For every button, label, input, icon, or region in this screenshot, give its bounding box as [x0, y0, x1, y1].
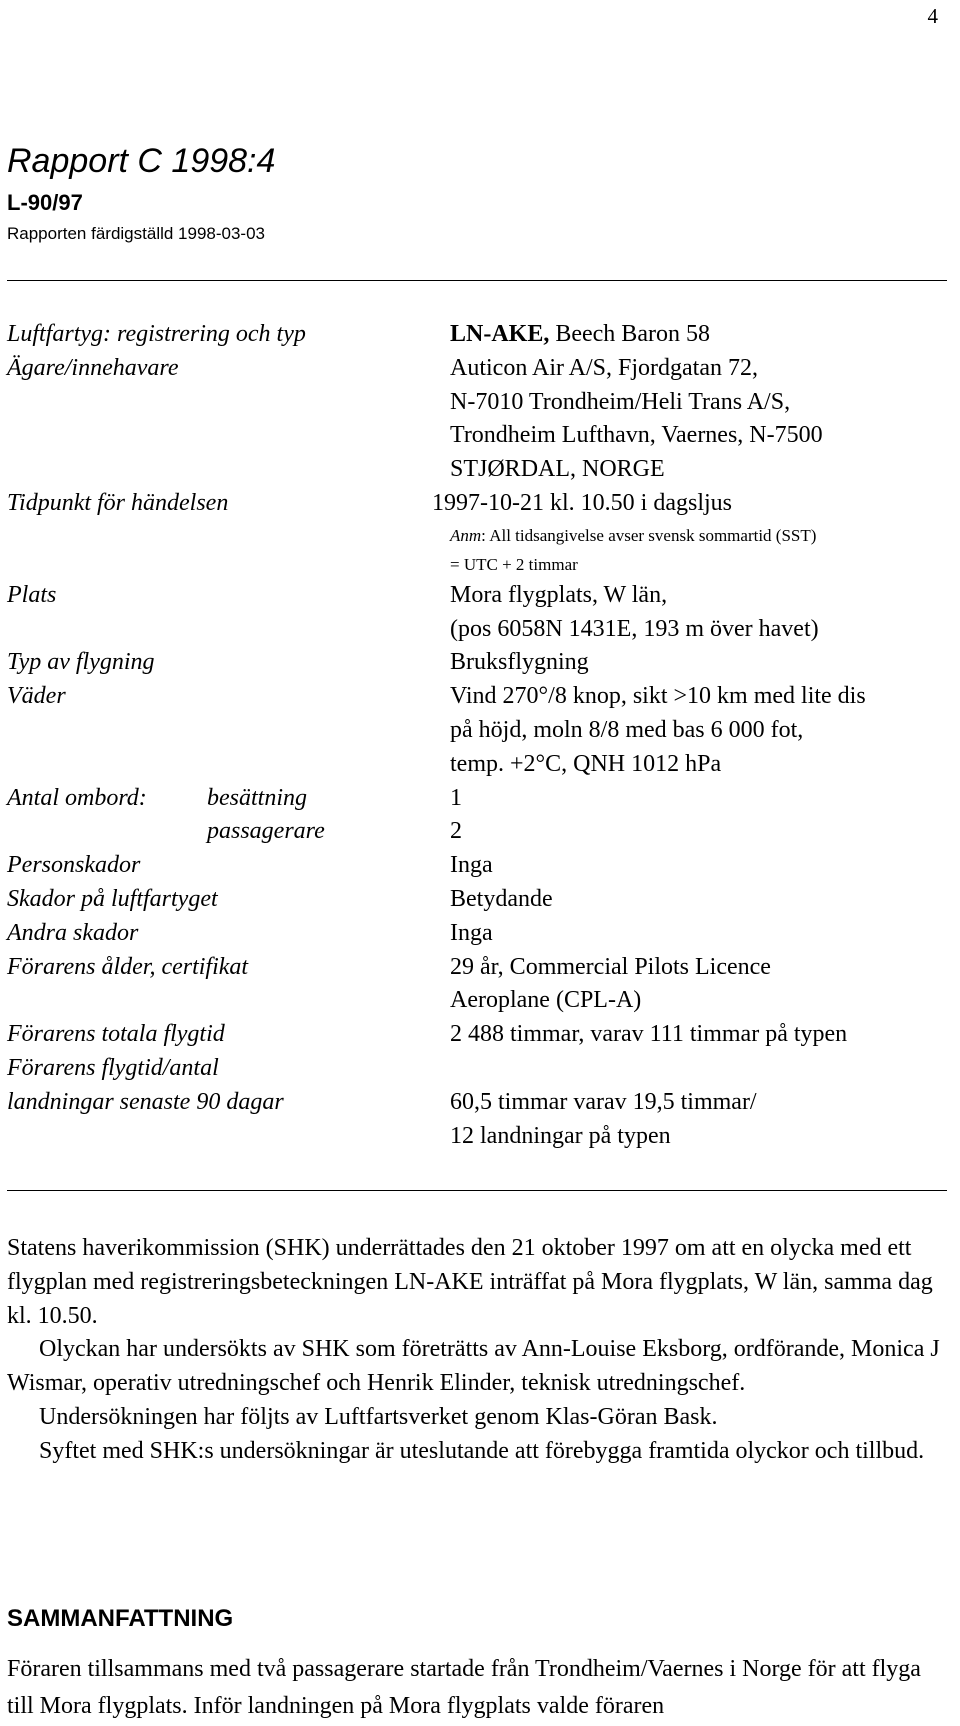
time-note: [450, 521, 816, 550]
paragraph: Undersökningen har följts av Luftfartsverket genom Klas-Göran Bask.: [39, 1403, 718, 1430]
fact-value: 1997-10-21 kl. 10.50 i dagsljus: [432, 489, 732, 516]
time-note-line2: = UTC + 2 timmar: [450, 554, 578, 574]
fact-table: [7, 318, 952, 1153]
fact-row-cont: [7, 419, 952, 453]
fact-row-note: [7, 550, 952, 579]
fact-value: Aeroplane (CPL-A): [450, 987, 642, 1014]
fact-value: 29 år, Commercial Pilots Licence: [450, 953, 771, 980]
page-number: 4: [927, 4, 938, 28]
fact-label: Personskador: [7, 852, 141, 879]
fact-value: Inga: [450, 919, 493, 946]
fact-label: Förarens ålder, certifikat: [7, 953, 249, 980]
fact-row-cont: [7, 1120, 952, 1154]
fact-value: STJØRDAL, NORGE: [450, 456, 665, 483]
report-code: L-90/97: [7, 190, 83, 215]
report-completed-date: Rapporten färdigställd 1998-03-03: [7, 224, 266, 243]
fact-row-owner: [7, 352, 952, 386]
fact-row-cont: [7, 984, 952, 1018]
fact-value: 12 landningar på typen: [450, 1122, 671, 1149]
fact-value: på höjd, moln 8/8 med bas 6 000 fot,: [450, 716, 804, 743]
paragraph: Olyckan har undersökts av SHK som företrätts av Ann-Louise Eksborg, ordförande, Monica J Wismar, operativ utredningschef och Henrik Elinder, teknisk utredningschef.: [7, 1336, 940, 1397]
fact-label: Väder: [7, 683, 66, 710]
note-text: : All tidsangivelse avser svensk sommartid (SST): [481, 525, 817, 545]
fact-row-pilot-age: [7, 951, 952, 985]
fact-sublabel: besättning: [207, 784, 307, 811]
fact-value: 60,5 timmar varav 19,5 timmar/: [450, 1088, 757, 1115]
fact-value: 2 488 timmar, varav 111 timmar på typen: [450, 1021, 848, 1048]
paragraph: Syftet med SHK:s undersökningar är uteslutande att förebygga framtida olyckor och tillbud.: [39, 1437, 925, 1464]
fact-label: landningar senaste 90 dagar: [7, 1088, 284, 1115]
fact-row-cont: [7, 386, 952, 420]
aircraft-type: Beech Baron 58: [549, 321, 710, 347]
fact-row-cont: [7, 613, 952, 647]
fact-label: Andra skador: [7, 919, 139, 946]
fact-row-time: [7, 487, 952, 521]
fact-label: Typ av flygning: [7, 649, 155, 676]
fact-label: Plats: [7, 581, 57, 608]
section-heading: SAMMANFATTNING: [7, 1605, 234, 1632]
fact-row-flight-type: [7, 646, 952, 680]
fact-label: Tidpunkt för händelsen: [7, 489, 229, 516]
fact-value: Mora flygplats, W län,: [450, 581, 668, 608]
fact-value: (pos 6058N 1431E, 193 m över havet): [450, 615, 819, 642]
fact-row-other-damage: [7, 917, 952, 951]
paragraph: Statens haverikommission (SHK) underrättades den 21 oktober 1997 om att en olycka med ett flygplan med registreringsbeteckningen LN-AKE inträffat på Mora flygplats, W län, samma dag kl. 10.50.: [7, 1235, 933, 1329]
fact-row-weather: [7, 680, 952, 714]
fact-value: [450, 318, 710, 352]
fact-row-aircraft: [7, 318, 952, 352]
fact-label: Skador på luftfartyget: [7, 885, 218, 912]
fact-row-cont: [7, 453, 952, 487]
fact-row-cont: [7, 714, 952, 748]
fact-label: Antal ombord:: [7, 784, 147, 811]
fact-value: 1: [450, 784, 462, 811]
fact-value: N-7010 Trondheim/Heli Trans A/S,: [450, 388, 791, 415]
divider-bottom: [7, 1190, 947, 1191]
divider-top: [7, 280, 947, 281]
fact-label: Luftfartyg: registrering och typ: [7, 321, 306, 347]
fact-value: Betydande: [450, 885, 553, 912]
fact-value: 2: [450, 818, 462, 845]
fact-row-aircraft-damage: [7, 883, 952, 917]
fact-value: Bruksflygning: [450, 649, 589, 676]
fact-sublabel: passagerare: [207, 818, 325, 845]
fact-value: Auticon Air A/S, Fjordgatan 72,: [450, 354, 758, 381]
fact-row-cont: [7, 748, 952, 782]
fact-row-passengers: [7, 815, 952, 849]
fact-label: Ägare/innehavare: [7, 354, 179, 381]
fact-row-recent: [7, 1052, 952, 1086]
fact-label: Förarens flygtid/antal: [7, 1054, 219, 1081]
fact-row-crew: [7, 782, 952, 816]
fact-value: temp. +2°C, QNH 1012 hPa: [450, 750, 722, 777]
fact-label: Förarens totala flygtid: [7, 1021, 225, 1048]
fact-row-place: [7, 579, 952, 613]
aircraft-registration: LN-AKE,: [450, 321, 550, 347]
report-title: Rapport C 1998:4: [7, 142, 276, 180]
summary-text: Föraren tillsammans med två passagerare startade från Trondheim/Vaernes i Norge för att flyga till Mora flygplats. Inför landningen på Mora flygplats valde föraren: [7, 1656, 921, 1719]
fact-value: Trondheim Lufthavn, Vaernes, N-7500: [450, 422, 823, 449]
fact-row-injuries: [7, 849, 952, 883]
note-prefix: Anm: [450, 525, 482, 545]
body-text: [7, 1232, 952, 1469]
fact-row-note: [7, 521, 952, 550]
fact-value: Vind 270°/8 knop, sikt >10 km med lite dis: [450, 683, 866, 710]
fact-row-total-time: [7, 1018, 952, 1052]
fact-value: Inga: [450, 852, 493, 879]
fact-row-recent: [7, 1086, 952, 1120]
